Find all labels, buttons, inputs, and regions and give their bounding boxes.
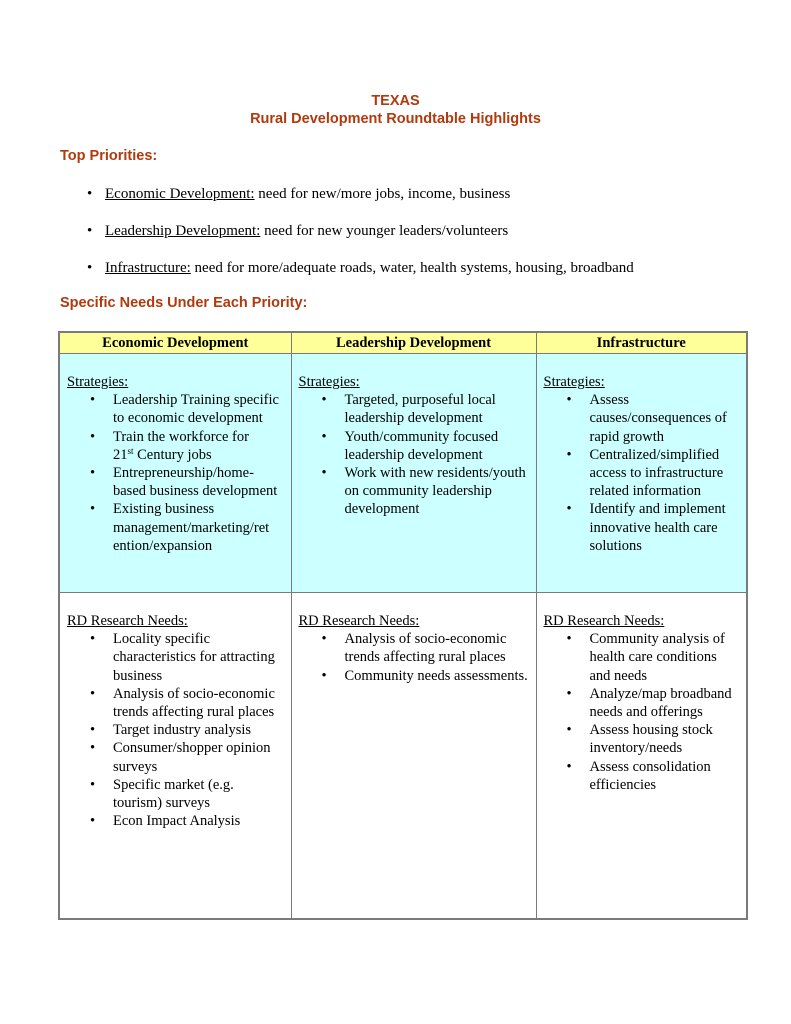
list-item: • Assess housing stock inventory/needs xyxy=(544,721,741,757)
list-item: • Assess causes/consequences of rapid growth xyxy=(544,391,741,446)
document-title-state: TEXAS xyxy=(371,93,420,109)
list-item: • Targeted, purposeful local leadership development xyxy=(299,391,530,427)
needs-table xyxy=(58,331,748,920)
column-header-economic: Economic Development xyxy=(59,332,291,354)
list-item: • Econ Impact Analysis xyxy=(67,812,285,830)
column-header-leadership: Leadership Development xyxy=(291,332,536,354)
priority-label: Infrastructure: xyxy=(105,260,191,276)
list-item: • Analysis of socio-economic trends affecting rural places xyxy=(299,630,530,666)
list-item: • Existing business management/marketing/ret ention/expansion xyxy=(67,500,285,555)
column-header-infrastructure: Infrastructure xyxy=(536,332,747,354)
research-label: RD Research Needs: xyxy=(67,613,188,629)
strategies-cell-economic xyxy=(59,354,291,593)
document-title: Rural Development Roundtable Highlights xyxy=(250,111,541,127)
list-item: • Community analysis of health care conditions and needs xyxy=(544,630,741,685)
list-item: • Analyze/map broadband needs and offerings xyxy=(544,685,741,721)
list-item: • Youth/community focused leadership development xyxy=(299,428,530,464)
strategies-label: Strategies: xyxy=(543,374,605,390)
priority-text: need for new younger leaders/volunteers xyxy=(260,223,509,239)
top-priorities-heading: Top Priorities: xyxy=(60,148,158,164)
list-item: • Identify and implement innovative health care solutions xyxy=(544,500,741,555)
list-item: • Community needs assessments. xyxy=(299,667,530,685)
list-item: • Assess consolidation efficiencies xyxy=(544,758,741,794)
bullet-icon: • xyxy=(87,223,93,239)
list-item: • Centralized/simplified access to infrastructure related information xyxy=(544,446,741,501)
list-item: • Work with new residents/youth on community leadership development xyxy=(299,464,530,519)
list-item: • Analysis of socio-economic trends affecting rural places xyxy=(67,685,285,721)
list-item: • Leadership Training specific to economic development xyxy=(67,391,285,427)
priority-text: need for new/more jobs, income, business xyxy=(254,186,511,202)
specific-needs-heading: Specific Needs Under Each Priority: xyxy=(60,295,308,311)
research-label: RD Research Needs: xyxy=(543,613,665,629)
research-cell-infrastructure xyxy=(536,593,747,920)
bullet-icon: • xyxy=(87,186,93,202)
list-item: • Specific market (e.g. tourism) surveys xyxy=(67,776,285,812)
research-cell-leadership xyxy=(291,593,536,920)
strategies-cell-infrastructure xyxy=(536,354,747,593)
strategies-cell-leadership xyxy=(291,354,536,593)
list-item: • Consumer/shopper opinion surveys xyxy=(67,739,285,775)
priority-label: Leadership Development: xyxy=(105,223,261,239)
list-item: • Locality specific characteristics for attracting business xyxy=(67,630,285,685)
strategies-label: Strategies: xyxy=(67,374,129,390)
strategies-label: Strategies: xyxy=(298,374,360,390)
research-label: RD Research Needs: xyxy=(298,613,420,629)
list-item: • Train the workforce for 21st Century jobs xyxy=(67,428,285,464)
priority-text: need for more/adequate roads, water, health systems, housing, broadband xyxy=(190,260,634,276)
list-item: • Entrepreneurship/home-based business development xyxy=(67,464,285,500)
research-cell-economic xyxy=(59,593,291,920)
bullet-icon: • xyxy=(87,260,93,276)
list-item: • Target industry analysis xyxy=(67,721,285,739)
priority-label: Economic Development: xyxy=(105,186,255,202)
